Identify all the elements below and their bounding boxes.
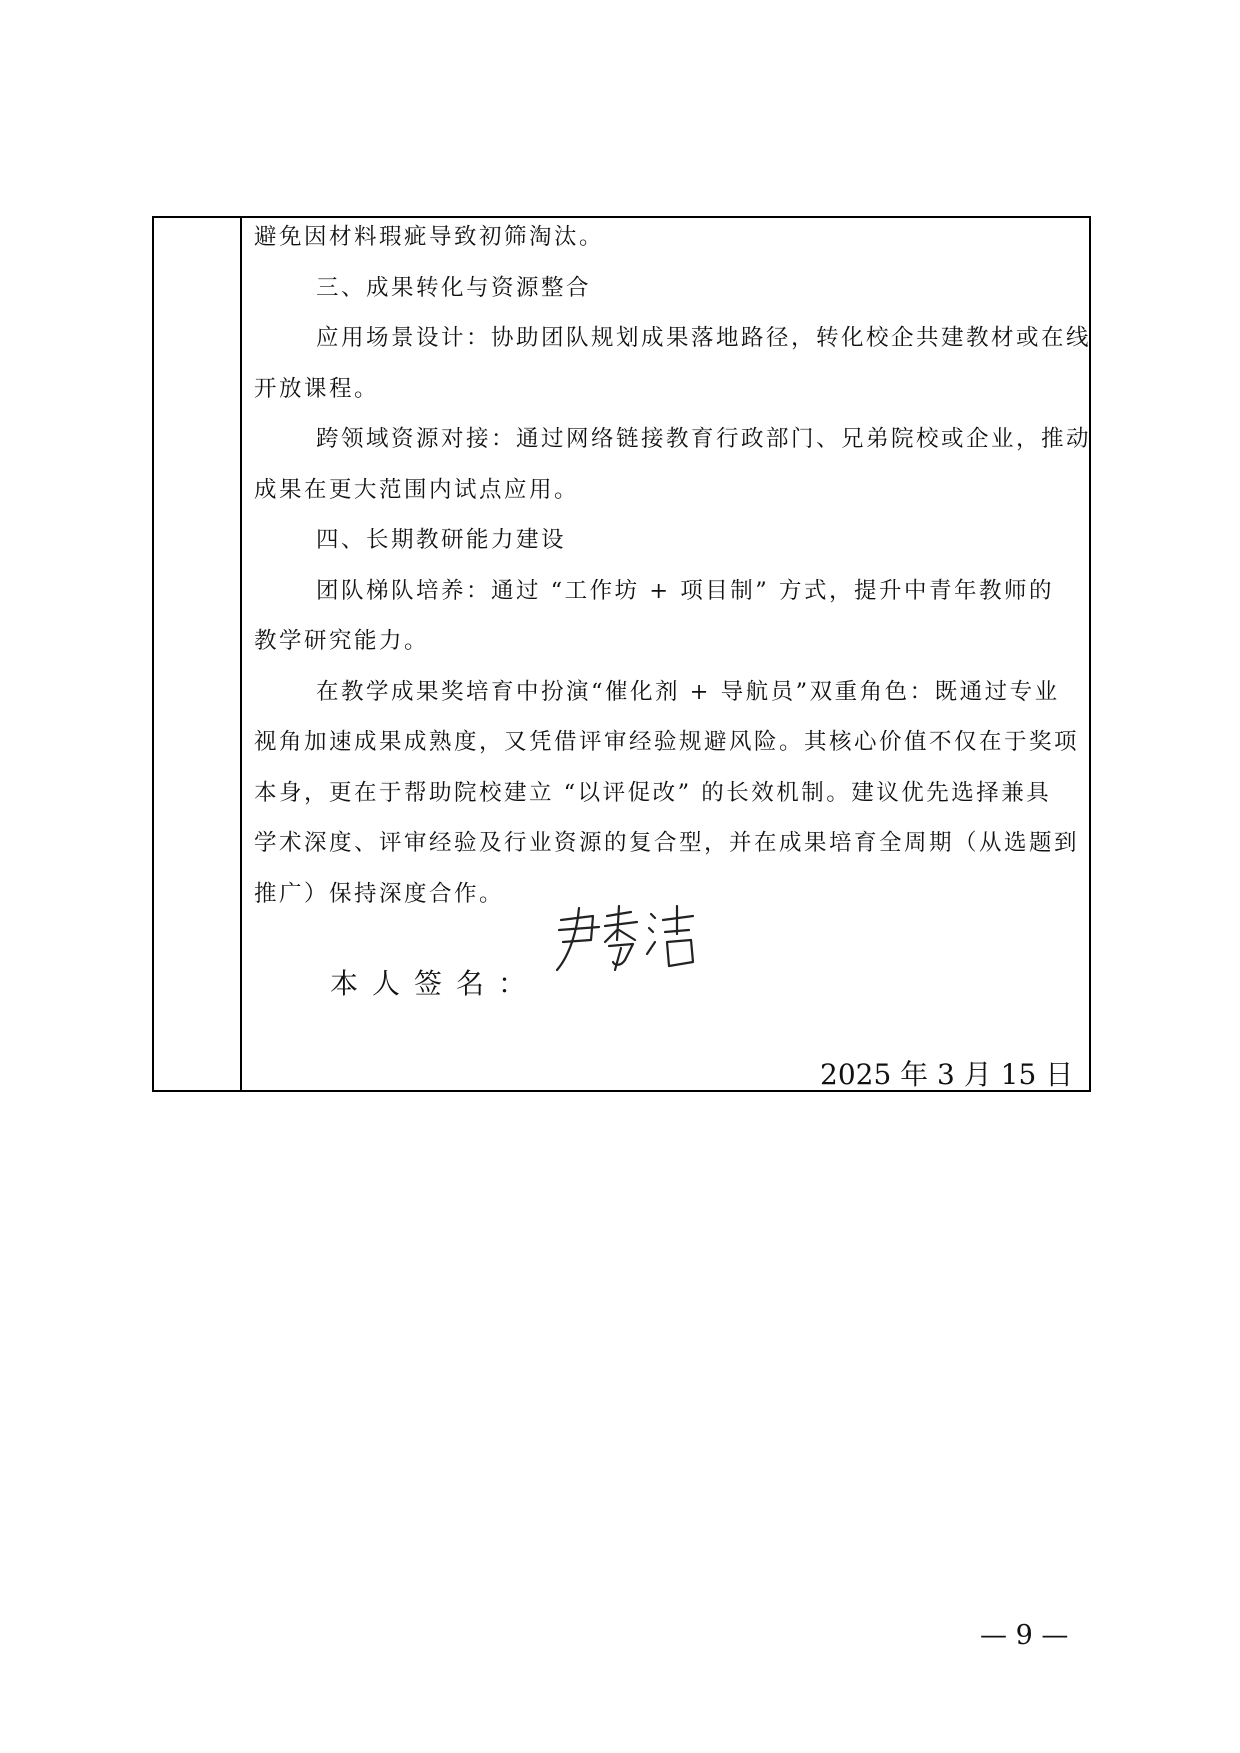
signature-label: 本人签名： — [330, 967, 541, 1000]
body-text-line: 教学研究能力。 — [254, 628, 430, 654]
body-text-line: 成果在更大范围内试点应用。 — [254, 476, 580, 503]
handwritten-signature — [555, 900, 705, 980]
body-text-line: 本身，更在于帮助院校建立 “以评促改” 的长效机制。建议优先选择兼具 — [254, 779, 1052, 806]
signing-date: 2025 年 3 月 15 日 — [820, 1058, 1074, 1091]
body-text-line: 视角加速成果成熟度，又凭借评审经验规避风险。其核心价值不仅在于奖项 — [254, 729, 1080, 755]
body-text-line: 避免因材料瑕疵导致初筛淘汰。 — [254, 224, 605, 250]
body-text-line: 应用场景设计：协助团队规划成果落地路径，转化校企共建教材或在线 — [316, 325, 1092, 351]
body-text-line: 四、长期教研能力建设 — [316, 527, 567, 553]
body-text-line: 在教学成果奖培育中扮演“催化剂 + 导航员”双重角色：既通过专业 — [316, 678, 1060, 705]
body-text-line: 团队梯队培养：通过 “工作坊 + 项目制” 方式，提升中青年教师的 — [316, 577, 1054, 604]
body-text-line: 开放课程。 — [254, 375, 380, 402]
body-text-line: 跨领域资源对接：通过网络链接教育行政部门、兄弟院校或企业，推动 — [316, 426, 1092, 452]
left-label-column — [154, 218, 242, 1090]
page-number: — 9 — — [980, 1620, 1069, 1651]
body-text-line: 三、成果转化与资源整合 — [316, 274, 592, 301]
body-text-line: 学术深度、评审经验及行业资源的复合型，并在成果培育全周期（从选题到 — [254, 830, 1080, 856]
body-text-line: 推广）保持深度合作。 — [254, 880, 505, 907]
